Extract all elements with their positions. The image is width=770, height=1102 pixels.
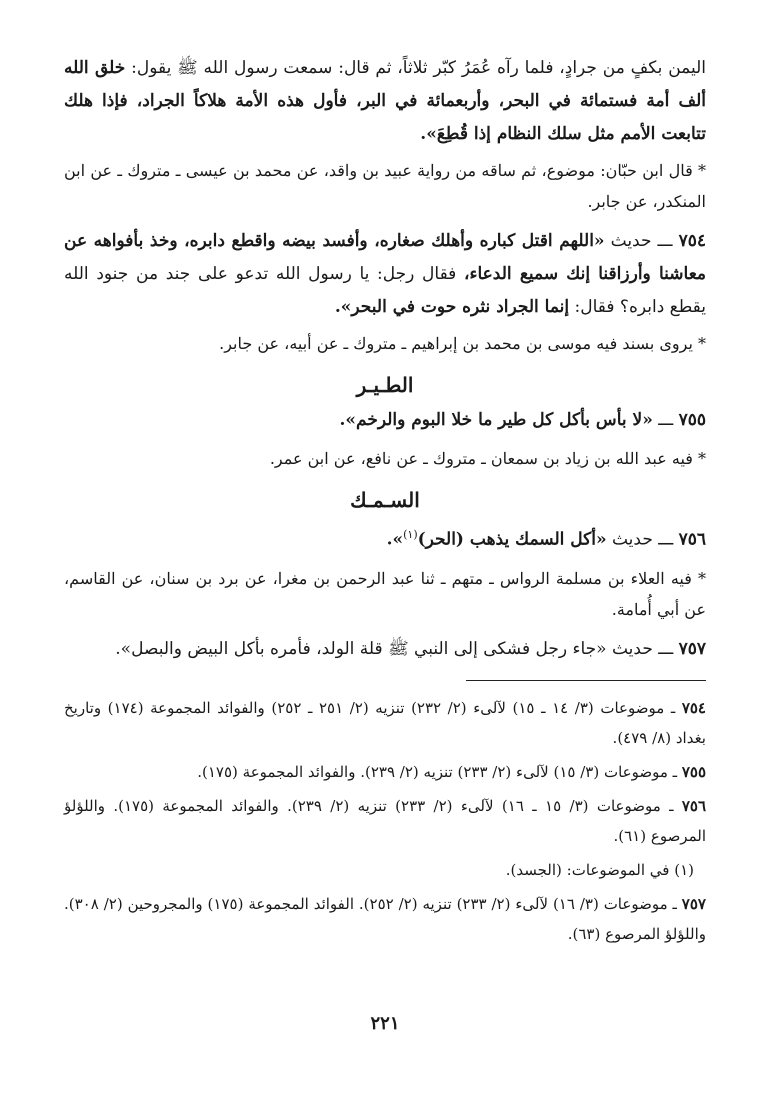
footnote-text: ـ موضوعات (٣/ ١٦) لآلىء (٢/ ٢٣٣) تنزيه (٢/ ٢٥٢). الفوائد المجموعة (١٧٥) والمجروحين (٢/ ٣٠٨). واللؤلؤ المرصوع (٦٣). (64, 894, 706, 943)
hadith-number: ٧٥٦ (678, 529, 706, 550)
footnote-number: ٧٥٦ (681, 796, 707, 815)
hadith-754 (64, 225, 706, 324)
hadith-lead: ـــ (652, 410, 679, 430)
hadith-text: «اللهم اقتل كباره وأهلك صغاره، وأفسد بيضه واقطع دابره، وخذ بأفواهه عن معاشنا وأرزاقنا إنك سميع الدعاء، (64, 231, 706, 284)
hadith-number: ٧٥٥ (678, 410, 706, 430)
hadith-continuation-intro: اليمن بكفٍ من جرادٍ، فلما رآه عُمَرُ كبّر ثلاثاً، ثم قال: سمعت رسول الله ﷺ يقول: (125, 58, 706, 78)
footnote-756 (64, 791, 706, 851)
hadith-755 (64, 403, 706, 437)
hadith-lead: ـــ حديث (606, 638, 679, 659)
hadith-number: ٧٥٤ (678, 231, 706, 251)
note-755: * فيه عبد الله بن زياد بن سمعان ـ متروك ـ عن نافع، عن ابن عمر. (269, 449, 706, 468)
hadith-number: ٧٥٧ (678, 638, 706, 659)
section-heading-fish: السـمـك (350, 488, 420, 512)
note-ibn-hibban: * قال ابن حبّان: موضوع، ثم ساقه من رواية عبيد بن واقد، عن محمد بن عيسى ـ متروك ـ عن ابن المنكدر، عن جابر. (64, 161, 706, 211)
footnote-text: ـ موضوعات (٣/ ١٥ ـ ١٦) لآلىء (٢/ ٢٣٣) تنزيه (٢/ ٢٣٩). والفوائد المجموعة (١٧٥). واللؤلؤ المرصوع (٦١). (64, 796, 706, 845)
footnote-1: (١) في الموضوعات: (الجسد). (505, 860, 694, 879)
hadith-continuation (64, 52, 706, 151)
footnote-text: ـ موضوعات (٣/ ١٥) لآلىء (٢/ ٢٣٣) تنزيه (٢/ ٢٣٩). والفوائد المجموعة (١٧٥). (197, 762, 682, 781)
page-number: ٢٢١ (370, 1013, 400, 1034)
footnote-755 (64, 757, 706, 787)
footnote-marker[interactable]: (١) (403, 528, 418, 541)
note-754: * يروى بسند فيه موسى بن محمد بن إبراهيم ـ متروك ـ عن أبيه، عن جابر. (219, 334, 706, 353)
section-heading-birds: الطـيـر (356, 373, 414, 397)
hadith-text-end: إنما الجراد نثره حوت في البحر». (334, 297, 570, 317)
hadith-lead: ـــ حديث (604, 231, 679, 251)
hadith-text: «لا بأس بأكل كل طير ما خلا البوم والرخم». (339, 410, 653, 430)
footnote-757 (64, 889, 706, 949)
hadith-text-end: ». (386, 529, 404, 550)
footnote-text: ـ موضوعات (٣/ ١٤ ـ ١٥) لآلىء (٢/ ٢٣٢) تنزيه (٢/ ٢٥١ ـ ٢٥٢) والفوائد المجموعة (١٧٤) وتاريخ بغداد (٨/ ٤٧٩). (64, 698, 706, 747)
hadith-756 (64, 518, 706, 557)
footnote-754 (64, 693, 706, 753)
hadith-lead: ـــ حديث (606, 529, 679, 550)
footnote-number: ٧٥٥ (681, 762, 706, 781)
hadith-continuation-text: خلق الله ألف أمة فستمائة في البحر، وأربعمائة في البر، فأول هذه الأمة هلاكاً الجراد، فإذا هلك تتابعت الأمم مثل سلك النظام إذا قُطِعَ». (64, 58, 706, 144)
footnote-number: ٧٥٧ (681, 894, 706, 913)
footnote-number: ٧٥٤ (681, 698, 706, 717)
hadith-757 (64, 633, 706, 666)
note-756: * فيه العلاء بن مسلمة الرواس ـ متهم ـ ثنا عبد الرحمن بن مغرا، عن برد بن سنان، عن القاسم، عن أبي أُمامة. (64, 568, 706, 619)
footnote-divider (466, 680, 706, 681)
hadith-text: «أكل السمك يذهب (الحر) (417, 529, 607, 550)
hadith-narration: فقال رجل: يا رسول الله تدعو على جند من جنود الله يقطع دابره؟ فقال: (64, 264, 706, 317)
hadith-text: «جاء رجل فشكى إلى النبي ﷺ قلة الولد، فأمره بأكل البيض والبصل». (115, 638, 607, 659)
